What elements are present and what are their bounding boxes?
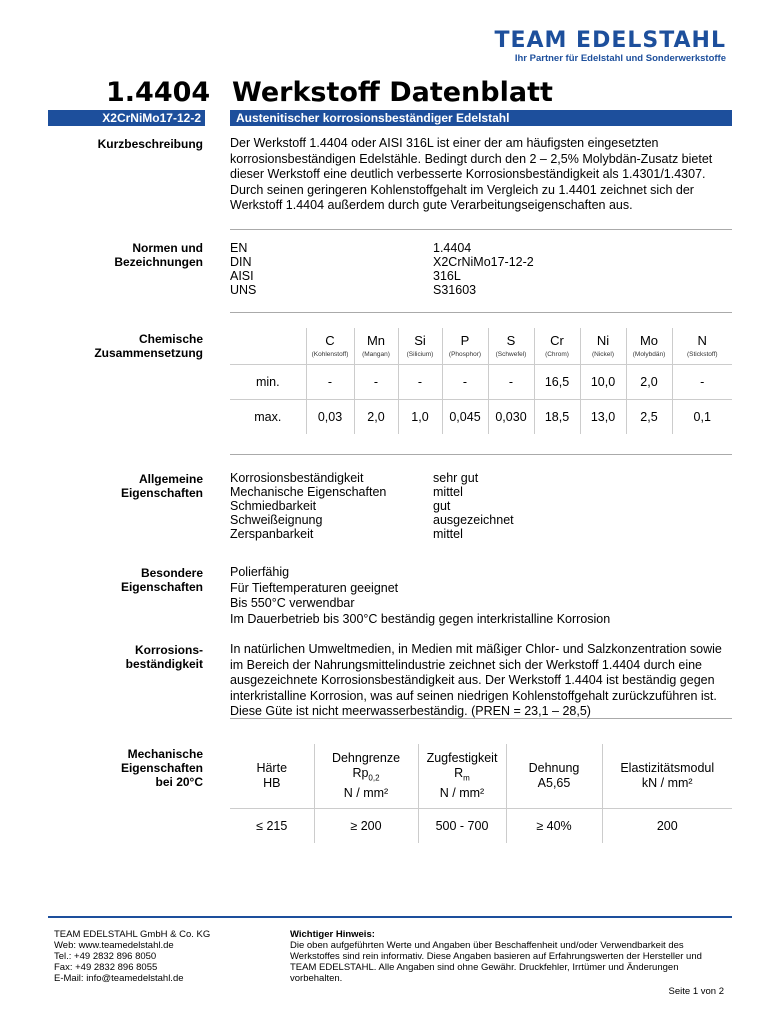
page-title: Werkstoff Datenblatt — [232, 77, 553, 108]
element-symbol: Cr — [550, 333, 564, 348]
brand-name: TEAM EDELSTAHL — [494, 28, 726, 53]
property-value: ausgezeichnet — [433, 513, 514, 527]
brand-logo — [494, 30, 726, 64]
label-text: Besondere — [140, 566, 203, 580]
footer-company-info — [54, 929, 210, 984]
yield-strength-value: ≥ 200 — [314, 809, 418, 844]
element-symbol: C — [325, 333, 335, 348]
column-header — [230, 744, 314, 809]
label-text: Eigenschaften — [120, 761, 203, 775]
element-name: (Molybdän) — [632, 351, 666, 358]
company-web[interactable]: Web: www.teamedelstahl.de — [54, 940, 174, 951]
header-line: Dehnung — [528, 761, 580, 775]
label-text: Normen und — [132, 241, 203, 255]
norm-key: UNS — [230, 283, 257, 297]
section-label-corrosion — [48, 643, 203, 671]
max-value: 0,045 — [442, 400, 488, 435]
property-row — [230, 499, 732, 513]
header-line: Härte — [256, 761, 288, 775]
footer-notice — [290, 929, 730, 984]
norms-list — [230, 241, 732, 297]
norm-row — [230, 283, 732, 297]
element-name: (Schwefel) — [495, 351, 527, 358]
element-header — [442, 328, 488, 365]
header-line: N / mm² — [343, 785, 389, 800]
special-property: Im Dauerbetrieb bis 300°C beständig gegen interkristalline Korrosion — [230, 611, 611, 626]
mechanical-value-row — [230, 809, 732, 844]
subtitle-bar: Austenitischer korrosionsbeständiger Edelstahl — [230, 110, 732, 126]
min-value: 16,5 — [534, 365, 580, 400]
divider — [230, 312, 732, 313]
element-name: (Silicium) — [406, 351, 434, 358]
property-value: gut — [433, 499, 451, 513]
label-text: beständigkeit — [125, 657, 203, 671]
label-text: Eigenschaften — [120, 580, 203, 594]
max-value: 1,0 — [398, 400, 442, 435]
element-symbol: P — [460, 333, 470, 348]
norm-value: 316L — [433, 269, 461, 283]
max-value: 13,0 — [580, 400, 626, 435]
max-value: 18,5 — [534, 400, 580, 435]
property-row — [230, 471, 732, 485]
max-value: 2,0 — [354, 400, 398, 435]
tensile-strength-value: 500 - 700 — [418, 809, 506, 844]
elastic-modulus-value: 200 — [602, 809, 732, 844]
norm-value: X2CrNiMo17-12-2 — [433, 255, 534, 269]
symbol: Rp — [352, 766, 369, 781]
norm-value: S31603 — [433, 283, 477, 297]
brand-tagline: Ihr Partner für Edelstahl und Sonderwerkstoffe — [514, 53, 726, 64]
symbol: R — [454, 766, 464, 781]
property-key: Schmiedbarkeit — [230, 499, 317, 513]
section-label-chemistry — [48, 332, 203, 360]
column-header — [418, 744, 506, 809]
subscript: m — [463, 773, 470, 783]
section-label-mechanical — [48, 747, 203, 789]
special-property: Für Tieftemperaturen geeignet — [230, 580, 399, 595]
min-value: - — [398, 365, 442, 400]
norm-row — [230, 241, 732, 255]
min-value: 2,0 — [626, 365, 672, 400]
corrosion-text: In natürlichen Umweltmedien, in Medien mit mäßiger Chlor- und Salzkonzentration sowie im Bereich der Nahrungsmittelindustrie zeichnet sich der Werkstoff 1.4404 durch eine ausgezeichnete Korrosionsbeständigkeit aus. Der Werkstoff 1.4404 ist beständig gegen interkristalline Korrosion, was auf seinen niedrigen Kohlenstoffgehalt zurückzuführen ist. Diese Güte ist nicht meerwasserbeständig. (PREN = 23,1 – 28,5) — [230, 642, 722, 718]
elongation-value: ≥ 40% — [506, 809, 602, 844]
min-value: - — [354, 365, 398, 400]
mechanical-header-row — [230, 744, 732, 809]
norm-key: AISI — [230, 269, 254, 283]
subscript: 0,2 — [368, 773, 380, 783]
mechanical-table — [230, 744, 732, 843]
element-symbol: S — [506, 333, 516, 348]
company-name: TEAM EDELSTAHL GmbH & Co. KG — [54, 929, 211, 940]
general-properties-list — [230, 471, 732, 541]
chemistry-max-row — [230, 400, 732, 435]
header-line: kN / mm² — [641, 776, 693, 790]
element-header — [488, 328, 534, 365]
column-header — [506, 744, 602, 809]
element-symbol: N — [697, 333, 707, 348]
divider — [230, 454, 732, 455]
label-text: Zusammensetzung — [94, 346, 203, 360]
element-header — [398, 328, 442, 365]
section-label-general — [48, 472, 203, 500]
element-name: (Mangan) — [362, 351, 390, 358]
label-text: Eigenschaften — [120, 486, 203, 500]
min-value: - — [306, 365, 354, 400]
norm-row — [230, 269, 732, 283]
property-value: sehr gut — [433, 471, 479, 485]
element-name: (Stickstoff) — [686, 351, 718, 358]
notice-title: Wichtiger Hinweis: — [290, 929, 375, 940]
row-label: max. — [230, 400, 306, 435]
element-header — [306, 328, 354, 365]
min-value: - — [488, 365, 534, 400]
header-line: HB — [263, 776, 281, 790]
label-text: Bezeichnungen — [114, 255, 203, 269]
min-value: - — [442, 365, 488, 400]
label-text: Chemische — [138, 332, 203, 346]
max-value: 0,03 — [306, 400, 354, 435]
element-name: (Kohlenstoff) — [311, 351, 349, 358]
element-name: (Phosphor) — [448, 351, 482, 358]
empty-cell — [230, 328, 306, 365]
label-text: bei 20°C — [155, 775, 203, 789]
element-symbol: Mo — [639, 333, 659, 348]
footer-divider — [48, 916, 732, 918]
element-name: (Chrom) — [545, 351, 569, 358]
special-property: Bis 550°C verwendbar — [230, 596, 355, 610]
element-name: (Nickel) — [591, 351, 615, 358]
label-text: Kurzbeschreibung — [97, 137, 203, 151]
header-line: Zugfestigkeit — [426, 751, 498, 766]
property-value: mittel — [433, 485, 463, 499]
property-key: Korrosionsbeständigkeit — [230, 471, 364, 485]
chemistry-table — [230, 328, 732, 434]
label-text: Allgemeine — [138, 472, 203, 486]
chemistry-min-row — [230, 365, 732, 400]
company-phone: Tel.: +49 2832 896 8050 — [54, 951, 157, 962]
company-email[interactable]: E-Mail: info@teamedelstahl.de — [54, 973, 184, 984]
column-header — [314, 744, 418, 809]
hardness-value: ≤ 215 — [230, 809, 314, 844]
max-value: 2,5 — [626, 400, 672, 435]
chemistry-header-row — [230, 328, 732, 365]
material-number: 1.4404 — [106, 77, 211, 108]
notice-text: Die oben aufgeführten Werte und Angaben über Beschaffenheit und/oder Verwendbarkeit des Werkstoffes sind rein informativ. Diese Angaben basieren auf Erfahrungswerten der Hersteller und TEAM EDELSTAHL. Alle Angaben sind ohne Gewähr. Druckfehler, Irrtümer und Änderungen vorbehalten. — [290, 940, 702, 984]
designation-bar: X2CrNiMo17-12-2 — [48, 110, 205, 126]
divider — [230, 229, 732, 230]
special-properties-list — [230, 565, 732, 627]
property-row — [230, 513, 732, 527]
label-text: Korrosions- — [134, 643, 203, 657]
label-text: Mechanische — [127, 747, 203, 761]
norm-row — [230, 255, 732, 269]
special-property: Polierfähig — [230, 565, 290, 579]
min-value: - — [672, 365, 732, 400]
property-key: Schweißeignung — [230, 513, 323, 527]
element-header — [354, 328, 398, 365]
element-header — [626, 328, 672, 365]
row-label: min. — [230, 365, 306, 400]
norm-key: EN — [230, 241, 248, 255]
company-fax: Fax: +49 2832 896 8055 — [54, 962, 158, 973]
property-value: mittel — [433, 527, 463, 541]
element-header — [672, 328, 732, 365]
header-line — [315, 766, 418, 786]
element-header — [580, 328, 626, 365]
header-line: Elastizitätsmodul — [620, 761, 715, 775]
short-description-text: Der Werkstoff 1.4404 oder AISI 316L ist einer der am häufigsten eingesetzten korrosionsbeständigen Edelstähle. Bedingt durch den 2 – 2,5% Molybdän-Zusatz bietet dieser Werkstoff eine deutlich verbesserte Korrosionsbeständigkeit als 1.4301/1.4307. Durch seinen geringeren Kohlenstoffgehalt im Vergleich zu 1.4401 zeichnet sich der Werkstoff 1.4404 außerdem durch gute Verarbeitungseigenschaften aus. — [230, 136, 713, 212]
header-line — [419, 766, 506, 786]
max-value: 0,030 — [488, 400, 534, 435]
property-key: Zerspanbarkeit — [230, 527, 314, 541]
header-line: Dehngrenze — [331, 751, 401, 766]
element-symbol: Si — [414, 333, 426, 348]
element-header — [534, 328, 580, 365]
section-label-norms — [48, 241, 203, 269]
section-label-short-description — [48, 137, 203, 151]
property-key: Mechanische Eigenschaften — [230, 485, 387, 499]
max-value: 0,1 — [672, 400, 732, 435]
page-number: Seite 1 von 2 — [668, 986, 724, 997]
property-row — [230, 527, 732, 541]
header-line: N / mm² — [439, 785, 485, 800]
section-label-special — [48, 566, 203, 594]
divider — [230, 718, 732, 719]
element-symbol: Ni — [596, 333, 610, 348]
norm-key: DIN — [230, 255, 252, 269]
norm-value: 1.4404 — [433, 241, 472, 255]
column-header — [602, 744, 732, 809]
min-value: 10,0 — [580, 365, 626, 400]
property-row — [230, 485, 732, 499]
element-symbol: Mn — [366, 333, 386, 348]
header-line: A5,65 — [537, 776, 571, 790]
